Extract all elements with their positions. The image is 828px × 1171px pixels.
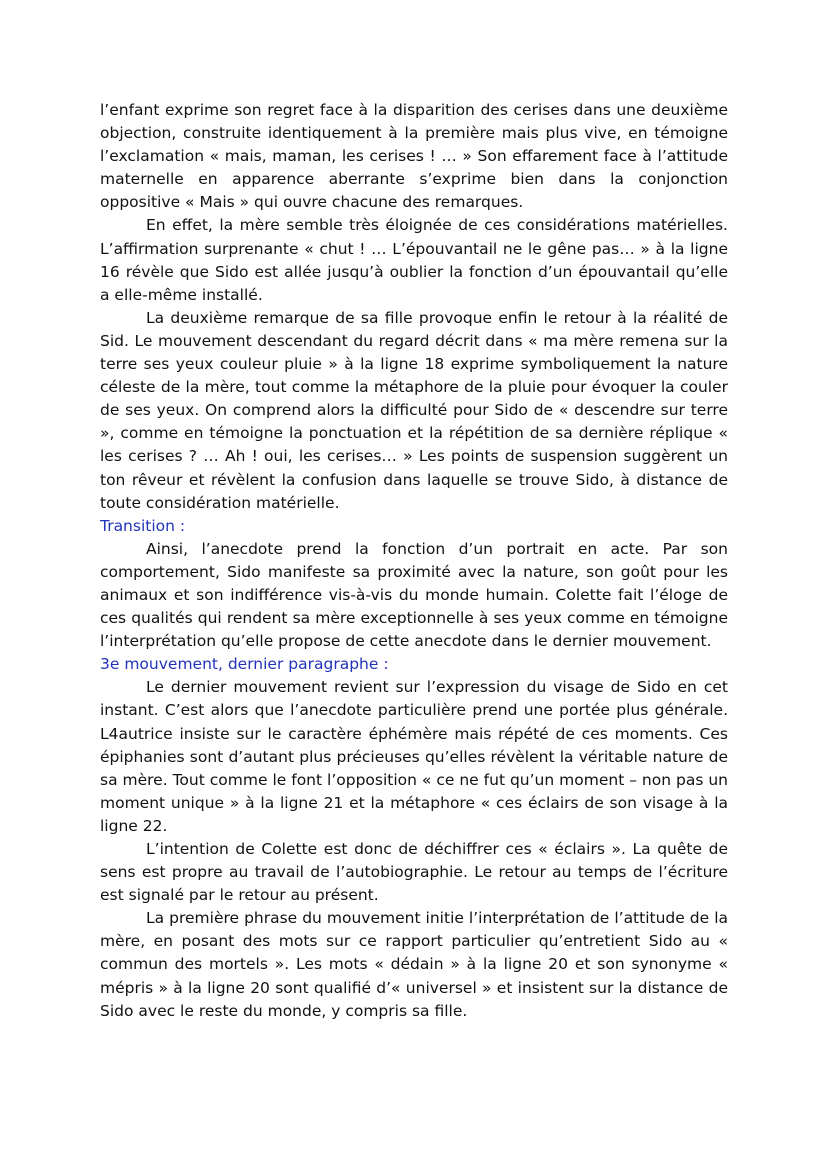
section-heading-third-movement: 3e mouvement, dernier paragraphe : — [100, 655, 389, 674]
paragraph-5: Le dernier mouvement revient sur l’expression du visage de Sido en cet instant. C’est alors que l’anecdote particulière prend une portée plus générale. L4autrice insiste sur le caractère éphémère mais répété de ces moments. Ces épiphanies sont d’autant plus précieuses qu’elles révèlent la véritable nature de sa mère. Tout comme le font l’opposition « ce ne fut qu’un moment – non pas un moment unique » à la ligne 21 et la métaphore « ces éclairs de son visage à la ligne 22. — [100, 678, 728, 835]
paragraph-6: L’intention de Colette est donc de déchiffrer ces « éclairs ». La quête de sens est propre au travail de l’autobiographie. Le retour au temps de l’écriture est signalé par le retour au présent. — [100, 840, 728, 905]
paragraph-3: La deuxième remarque de sa fille provoque enfin le retour à la réalité de Sid. Le mouvement descendant du regard décrit dans « ma mère remena sur la terre ses yeux couleur pluie » à la ligne 18 exprime symboliquement la nature céleste de la mère, tout comme la métaphore de la pluie pour évoquer la couler de ses yeux. On comprend alors la difficulté pour Sido de « descendre sur terre », comme en témoigne la ponctuation et la répétition de sa dernière réplique « les cerises ? … Ah ! oui, les cerises… » Les points de suspension suggèrent un ton rêveur et révèlent la confusion dans laquelle se trouve Sido, à distance de toute considération matérielle. — [100, 308, 728, 512]
paragraph-7: La première phrase du mouvement initie l’interprétation de l’attitude de la mère, en posant des mots sur ce rapport particulier qu’entretient Sido au « commun des mortels ». Les mots « dédain » à la ligne 20 et son synonyme « mépris » à la ligne 20 sont qualifié d’« universel » et insistent sur la distance de Sido avec le reste du monde, y compris sa fille. — [100, 909, 728, 1020]
paragraph-2: En effet, la mère semble très éloignée de ces considérations matérielles. L’affirmation surprenante « chut ! … L’épouvantail ne le gêne pas… » à la ligne 16 révèle que Sido est allée jusqu’à oublier la fonction d’un épouvantail qu’elle a elle-même installé. — [100, 216, 728, 304]
paragraph-1: l’enfant exprime son regret face à la disparition des cerises dans une deuxième objection, construite identiquement à la première mais plus vive, en témoigne l’exclamation « mais, maman, les cerises ! … » Son effarement face à l’attitude maternelle en apparence aberrante s’exprime bien dans la conjonction oppositive « Mais » qui ouvre chacune des remarques. — [100, 101, 728, 212]
document-page — [100, 99, 728, 1023]
paragraph-4: Ainsi, l’anecdote prend la fonction d’un portrait en acte. Par son comportement, Sido manifeste sa proximité avec la nature, son goût pour les animaux et son indifférence vis-à-vis du monde humain. Colette fait l’éloge de ces qualités qui rendent sa mère exceptionnelle à ses yeux comme en témoigne l’interprétation qu’elle propose de cette anecdote dans le dernier mouvement. — [100, 539, 728, 651]
section-heading-transition: Transition : — [100, 516, 186, 535]
